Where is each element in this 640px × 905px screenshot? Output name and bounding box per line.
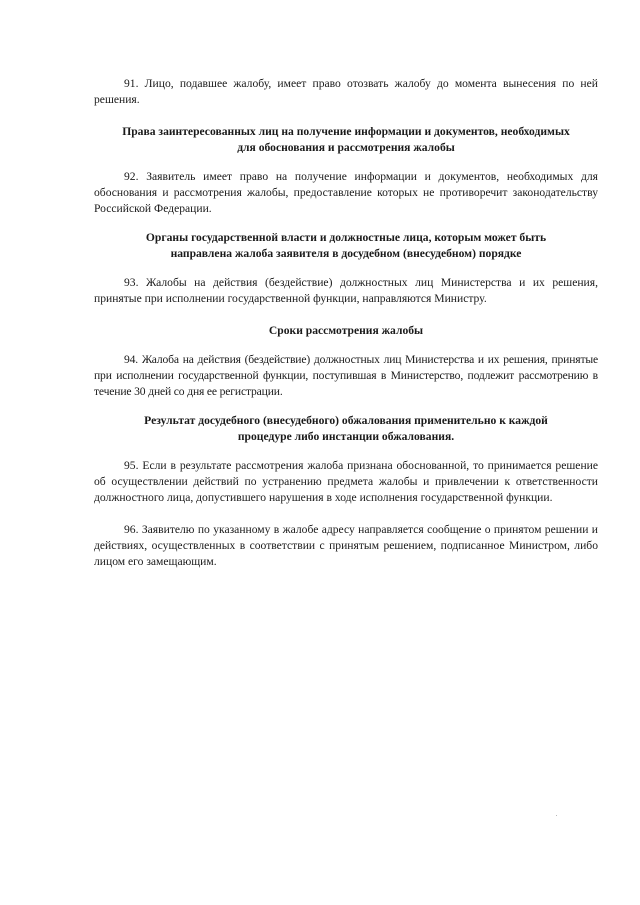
heading-line: Сроки рассмотрения жалобы [268,324,424,337]
heading-review-terms [94,323,598,339]
paragraph-91: 91. Лицо, подавшее жалобу, имеет право отозвать жалобу до момента вынесения по ней решения. [94,77,598,106]
document-page [94,76,598,570]
heading-line: Результат досудебного (внесудебного) обжалования применительно к каждой [144,414,548,427]
heading-line: для обоснования и рассмотрения жалобы [237,141,455,154]
heading-rights-to-information [94,124,598,156]
heading-appeal-result [94,413,598,445]
paragraph-92: 92. Заявитель имеет право на получение информации и документов, необходимых для обоснования и рассмотрения жалобы, предоставление которых не противоречит законодательству Российской Федерации. [94,170,598,215]
heading-line: процедуре либо инстанции обжалования. [237,430,455,443]
paragraph-96: 96. Заявителю по указанному в жалобе адресу направляется сообщение о принятом решении и действиях, осуществленных в соответствии с принятым решением, подписанное Министром, либо лицом его замещающим. [94,523,598,568]
paragraph-95: 95. Если в результате рассмотрения жалоба признана обоснованной, то принимается решение об осуществлении действий по устранению предмета жалобы и привлечении к ответственности должностного лица, допустившего нарушения в ходе исполнения государственной функции. [94,459,598,504]
heading-line: Органы государственной власти и должностные лица, которым может быть [145,231,547,244]
paragraph-94: 94. Жалоба на действия (бездействие) должностных лиц Министерства и их решения, принятые при исполнении государственной функции, поступившая в Министерство, подлежит рассмотрению в течение 30 дней со дня ее регистрации. [94,353,598,398]
scan-speck [556,815,557,816]
heading-line: Права заинтересованных лиц на получение информации и документов, необходимых [122,125,570,138]
heading-authorities [94,230,598,262]
heading-line: направлена жалоба заявителя в досудебном (внесудебном) порядке [170,247,522,260]
paragraph-93: 93. Жалобы на действия (бездействие) должностных лиц Министерства и их решения, принятые при исполнении государственной функции, направляются Министру. [94,276,598,305]
